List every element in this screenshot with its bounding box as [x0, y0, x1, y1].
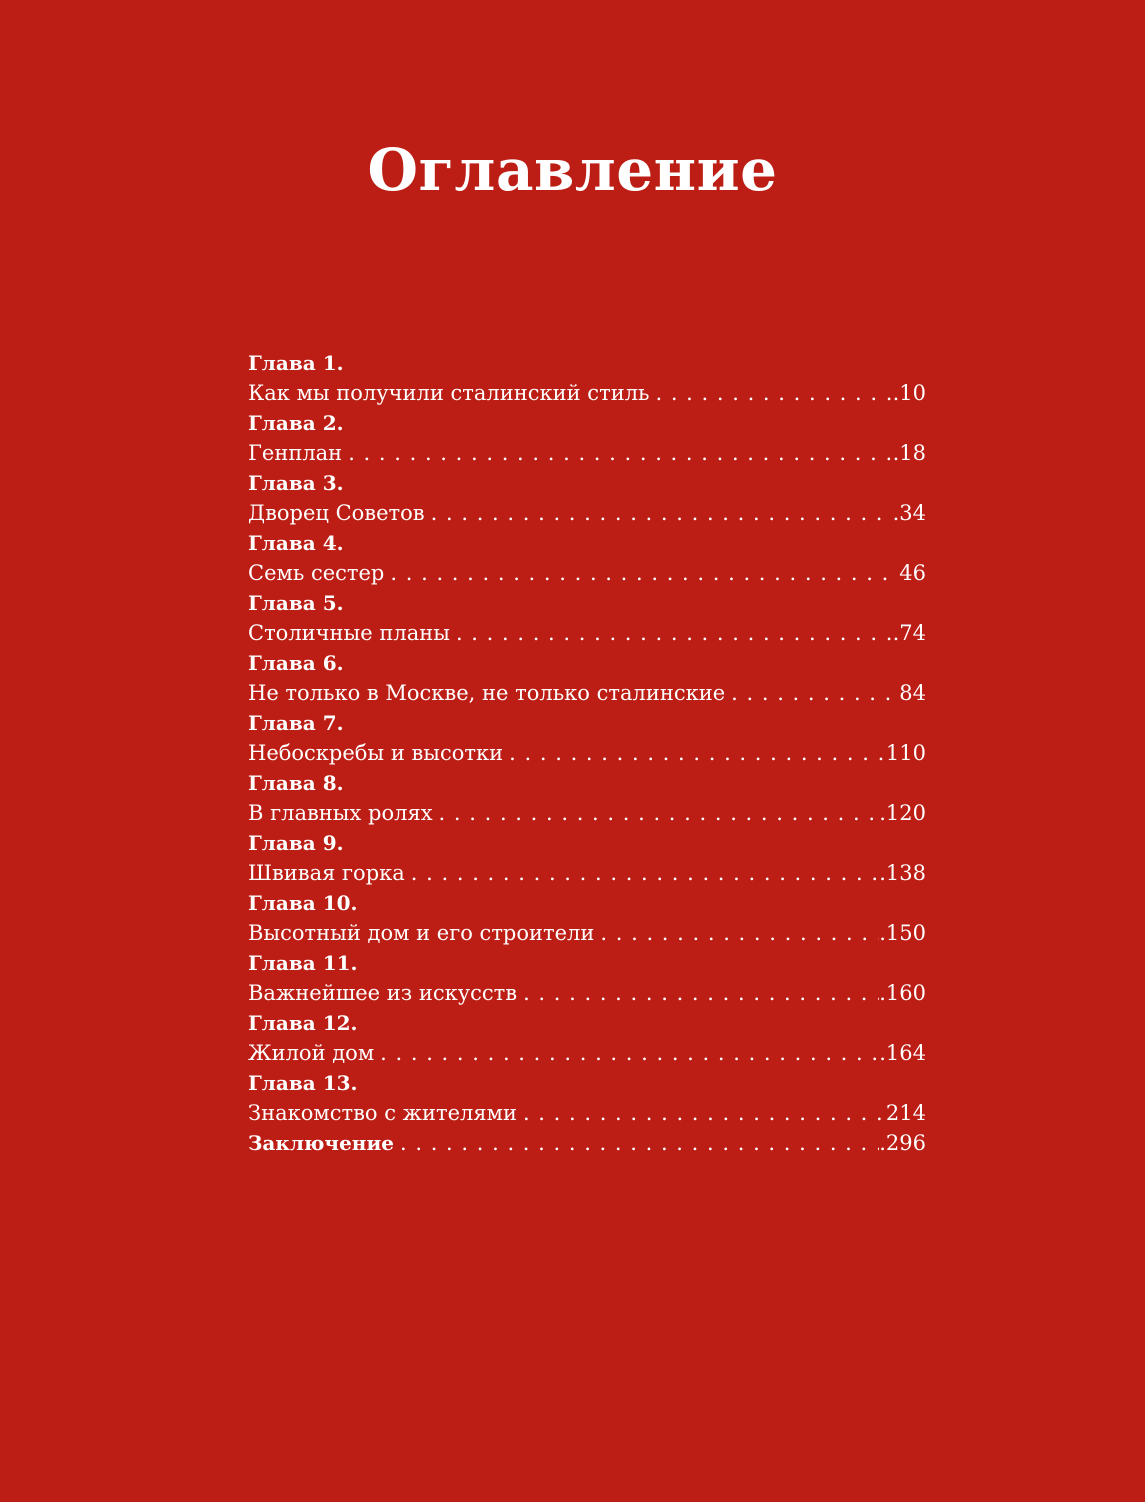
toc-entry-page: 46	[899, 561, 926, 585]
chapter-heading: Глава 6.	[248, 651, 344, 675]
dot-leader	[433, 798, 880, 828]
dot-leader	[649, 378, 892, 408]
dot-leader	[384, 558, 899, 588]
dot-leader	[394, 1128, 879, 1158]
toc-entry-title: Семь сестер	[248, 561, 385, 585]
toc-entry[interactable]	[248, 918, 926, 948]
dot-leader	[503, 738, 886, 768]
chapter-heading: Глава 11.	[248, 951, 358, 975]
dot-leader	[450, 618, 893, 648]
toc-entry-page: .34	[892, 501, 926, 525]
chapter-heading: Глава 4.	[248, 531, 344, 555]
chapter-heading: Глава 5.	[248, 591, 344, 615]
toc-entry-title: Не только в Москве, не только сталинские	[248, 681, 726, 705]
toc-entry[interactable]	[248, 738, 926, 768]
toc-entry-title: Заключение	[248, 1131, 394, 1155]
toc-entry-title: Как мы получили сталинский стиль	[248, 381, 650, 405]
chapter-heading: Глава 13.	[248, 1071, 358, 1095]
toc-entry[interactable]	[248, 858, 926, 888]
toc-entry[interactable]	[248, 678, 926, 708]
toc-entry[interactable]	[248, 498, 926, 528]
toc-entry-title: Важнейшее из искусств	[248, 981, 518, 1005]
toc-entry-title: В главных ролях	[248, 801, 433, 825]
toc-entry-title: Небоскребы и высотки	[248, 741, 504, 765]
toc-entry[interactable]	[248, 1098, 926, 1128]
toc-entry-page: .296	[879, 1131, 926, 1155]
toc-entry-title: Жилой дом	[248, 1041, 375, 1065]
toc-entry-title: Швивая горка	[248, 861, 405, 885]
toc-entry-title: Дворец Советов	[248, 501, 425, 525]
toc-entry[interactable]	[248, 1038, 926, 1068]
toc-entry-title: Высотный дом и его строители	[248, 921, 595, 945]
dot-leader	[425, 498, 893, 528]
toc-entry[interactable]	[248, 978, 926, 1008]
toc-entry[interactable]	[248, 618, 926, 648]
toc-entry-page: .164	[879, 1041, 926, 1065]
chapter-heading: Глава 7.	[248, 711, 344, 735]
toc-entry-title: Столичные планы	[248, 621, 450, 645]
chapter-heading: Глава 1.	[248, 351, 344, 375]
toc-entry-title: Генплан	[248, 441, 343, 465]
page-title: Оглавление	[367, 136, 778, 204]
toc-entry-page: .160	[879, 981, 926, 1005]
toc-entry-page: 214	[885, 1101, 926, 1125]
toc-entry-page: .10	[892, 381, 926, 405]
toc-entry[interactable]	[248, 798, 926, 828]
chapter-heading: Глава 10.	[248, 891, 358, 915]
toc-entry-conclusion[interactable]	[248, 1128, 926, 1158]
toc-entry-page: .74	[892, 621, 926, 645]
dot-leader	[725, 678, 899, 708]
toc-entry-page: .138	[879, 861, 926, 885]
chapter-heading: Глава 9.	[248, 831, 344, 855]
chapter-heading: Глава 12.	[248, 1011, 358, 1035]
toc-entry-page: .120	[879, 801, 926, 825]
dot-leader	[594, 918, 879, 948]
dot-leader	[405, 858, 879, 888]
toc-entry[interactable]	[248, 558, 926, 588]
chapter-heading: Глава 2.	[248, 411, 344, 435]
toc-entry-page: 110	[885, 741, 926, 765]
toc-entry-page: 84	[899, 681, 926, 705]
chapter-heading: Глава 3.	[248, 471, 344, 495]
chapter-heading: Глава 8.	[248, 771, 344, 795]
toc-entry[interactable]	[248, 378, 926, 408]
toc-entry[interactable]	[248, 438, 926, 468]
toc-entry-page: .18	[892, 441, 926, 465]
dot-leader	[517, 978, 879, 1008]
toc-entry-title: Знакомство с жителями	[248, 1101, 517, 1125]
dot-leader	[342, 438, 892, 468]
table-of-contents	[248, 348, 926, 1158]
toc-entry-page: .150	[879, 921, 926, 945]
dot-leader	[517, 1098, 886, 1128]
dot-leader	[374, 1038, 879, 1068]
